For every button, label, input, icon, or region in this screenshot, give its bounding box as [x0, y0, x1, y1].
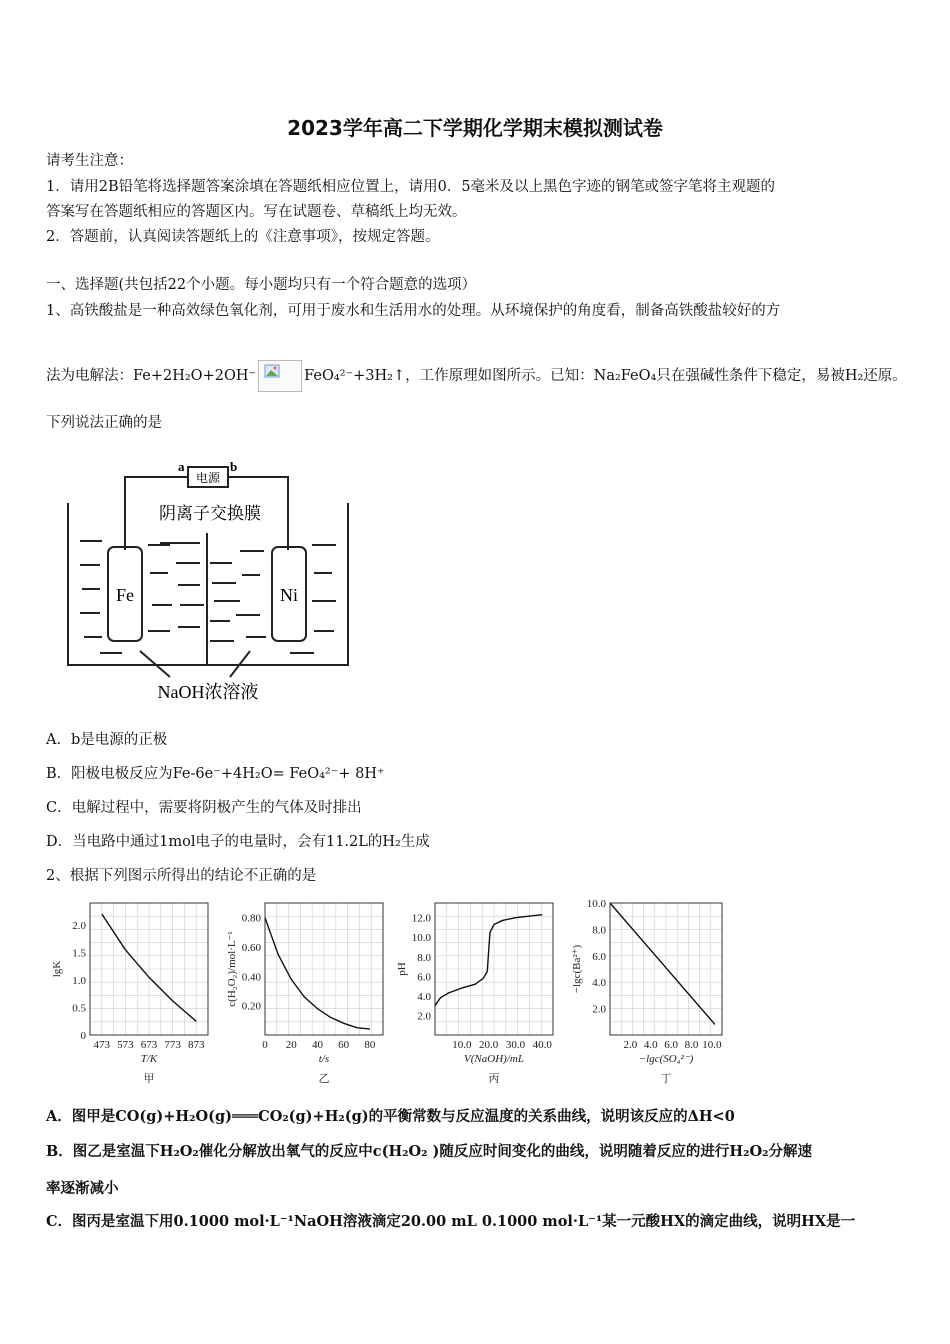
chart-2-x-axis-label: V(NaOH)/mL: [464, 1053, 524, 1065]
chart-3-y-tick-label: 10.0: [586, 898, 606, 910]
chart-1-x-tick-label: 80: [364, 1039, 376, 1051]
solution-label: NaOH浓溶液: [157, 682, 259, 702]
chart-1-x-tick-label: 20: [285, 1039, 297, 1051]
broken-image-icon: [258, 360, 302, 392]
chart-1-x-tick-label: 60: [338, 1039, 350, 1051]
chart-3-x-axis-label: −lgc(SO₄²⁻): [638, 1053, 694, 1065]
chart-1-title: 乙: [318, 1073, 330, 1085]
chart-1-y-tick-label: 0.40: [241, 971, 261, 984]
chart-1-x-tick-label: 40: [311, 1039, 323, 1051]
chart-3-y-axis-label: −lgc(Ba²⁺): [571, 944, 583, 994]
chart-3-title: 丁: [660, 1073, 672, 1085]
chart-0-y-tick-label: 2.0: [72, 920, 86, 932]
membrane-label: 阴离子交换膜: [159, 504, 261, 523]
chart-0-x-tick-label: 573: [117, 1039, 134, 1051]
power-label: 电源: [195, 471, 221, 485]
chart-0-x-tick-label: 473: [93, 1039, 111, 1051]
q2-option-a: A．图甲是CO(g)+H₂O(g)═══CO₂(g)+H₂(g)的平衡常数与反应温度的关系曲线，说明该反应的ΔH<0: [46, 1108, 735, 1125]
chart-3-x-tick-label: 4.0: [643, 1039, 658, 1051]
chart-1-x-tick-label: 0: [262, 1039, 268, 1051]
section-heading: 一、选择题(共包括22个小题。每小题均只有一个符合题意的选项）: [46, 277, 477, 293]
chart-3-y-tick-label: 4.0: [592, 977, 606, 990]
chart-1-x-axis-label: t/s: [318, 1053, 330, 1065]
chart-0-title: 甲: [143, 1073, 155, 1085]
electrolysis-diagram: [60, 455, 360, 715]
chart-3-x-tick-label: 6.0: [664, 1039, 678, 1051]
chart-1-series-line: [265, 918, 370, 1029]
chart-0-x-tick-label: 873: [187, 1039, 205, 1051]
notice-line-2: 2．答题前，认真阅读答题纸上的《注意事项》，按规定答题。: [46, 229, 440, 245]
chart-2-x-tick-label: 10.0: [452, 1039, 472, 1051]
chart-2-title: 丙: [488, 1073, 500, 1085]
chart-0-y-tick-label: 1.0: [72, 975, 86, 987]
q1-stem-b: [46, 360, 907, 390]
chart-0-y-tick-label: 0.5: [72, 1002, 86, 1015]
q1-stem-a: 1、高铁酸盐是一种高效绿色氧化剂，可用于废水和生活用水的处理。从环境保护的角度看，制备高铁酸盐较好的方: [46, 303, 781, 319]
chart-3-y-tick-label: 2.0: [592, 1003, 606, 1016]
chart-0-y-tick-label: 1.5: [72, 947, 86, 960]
notice-line-1b: 答案写在答题纸相应的答题区内。写在试题卷、草稿纸上均无效。: [46, 204, 467, 220]
terminal-a-label: a: [178, 459, 185, 474]
chart-2-y-axis-label: pH: [396, 962, 408, 976]
q1-stem-b-post: FeO₄²⁻+3H₂↑，工作原理如图所示。已知：Na₂FeO₄只在强碱性条件下稳定，易被H₂还原。: [304, 368, 907, 384]
q1-stem-b-pre: 法为电解法：Fe+2H₂O+2OH⁻: [46, 368, 257, 384]
q2-charts: [40, 895, 740, 1095]
q1-option-a: A．b是电源的正极: [46, 732, 168, 748]
q2-option-c: C．图丙是室温下用0.1000 mol·L⁻¹NaOH溶液滴定20.00 mL 0.1000 mol·L⁻¹某一元酸HX的滴定曲线，说明HX是一: [46, 1213, 856, 1230]
chart-2-y-tick-label: 12.0: [411, 912, 431, 925]
chart-3-x-tick-label: 2.0: [623, 1039, 638, 1051]
q1-option-d: D．当电路中通过1mol电子的电量时，会有11.2L的H₂生成: [46, 834, 430, 850]
q1-option-b: B．阳极电极反应为Fe-6e⁻+4H₂O= FeO₄²⁻+ 8H⁺: [46, 766, 385, 782]
chart-2-y-tick-label: 8.0: [417, 951, 431, 964]
chart-3-series-line: [610, 903, 715, 1024]
chart-0-x-tick-label: 773: [164, 1039, 181, 1051]
chart-1-y-axis-label: c(H₂O₂)/mol·L⁻¹: [226, 931, 238, 1007]
chart-2-y-tick-label: 2.0: [417, 1010, 431, 1023]
chart-3-y-tick-label: 8.0: [592, 924, 606, 937]
terminal-b-label: b: [230, 459, 238, 474]
chart-2-y-tick-label: 10.0: [411, 932, 431, 945]
chart-0-x-tick-label: 673: [140, 1039, 158, 1051]
chart-2-x-tick-label: 40.0: [532, 1039, 552, 1051]
q2-option-b-b: 率逐渐减小: [46, 1180, 119, 1197]
chart-0-x-axis-label: T/K: [140, 1053, 158, 1065]
chart-2-series-line: [435, 915, 542, 1006]
chart-2-x-tick-label: 20.0: [479, 1039, 499, 1051]
chart-2-y-tick-label: 6.0: [417, 971, 431, 984]
exam-title: 2023学年高二下学期化学期末模拟测试卷: [287, 116, 663, 140]
chart-2-y-tick-label: 4.0: [417, 990, 431, 1003]
q2-stem: 2、根据下列图示所得出的结论不正确的是: [46, 868, 317, 884]
notice-heading: 请考生注意：: [46, 153, 133, 169]
chart-3-x-tick-label: 8.0: [684, 1039, 699, 1051]
q1-option-c: C．电解过程中，需要将阴极产生的气体及时排出: [46, 800, 362, 816]
chart-3-y-tick-label: 6.0: [592, 950, 606, 963]
q2-option-b-a: B．图乙是室温下H₂O₂催化分解放出氧气的反应中c(H₂O₂ )随反应时间变化的曲线，说明随着反应的进行H₂O₂分解速: [46, 1143, 812, 1160]
chart-0-y-tick-label: 0: [80, 1030, 86, 1042]
chart-1-y-tick-label: 0.20: [241, 1000, 261, 1013]
q1-stem-c: 下列说法正确的是: [46, 415, 162, 431]
chart-1-y-tick-label: 0.60: [241, 942, 261, 954]
chart-2-x-tick-label: 30.0: [505, 1039, 526, 1051]
chart-3-x-tick-label: 10.0: [702, 1039, 722, 1051]
notice-line-1a: 1．请用2B铅笔将选择题答案涂填在答题纸相应位置上，请用0．5毫米及以上黑色字迹的钢笔或签字笔将主观题的: [46, 179, 776, 195]
fe-electrode-label: Fe: [116, 585, 134, 605]
ni-electrode-label: Ni: [280, 585, 298, 605]
chart-1-y-tick-label: 0.80: [241, 912, 261, 925]
chart-0-y-axis-label: lgK: [51, 960, 63, 978]
